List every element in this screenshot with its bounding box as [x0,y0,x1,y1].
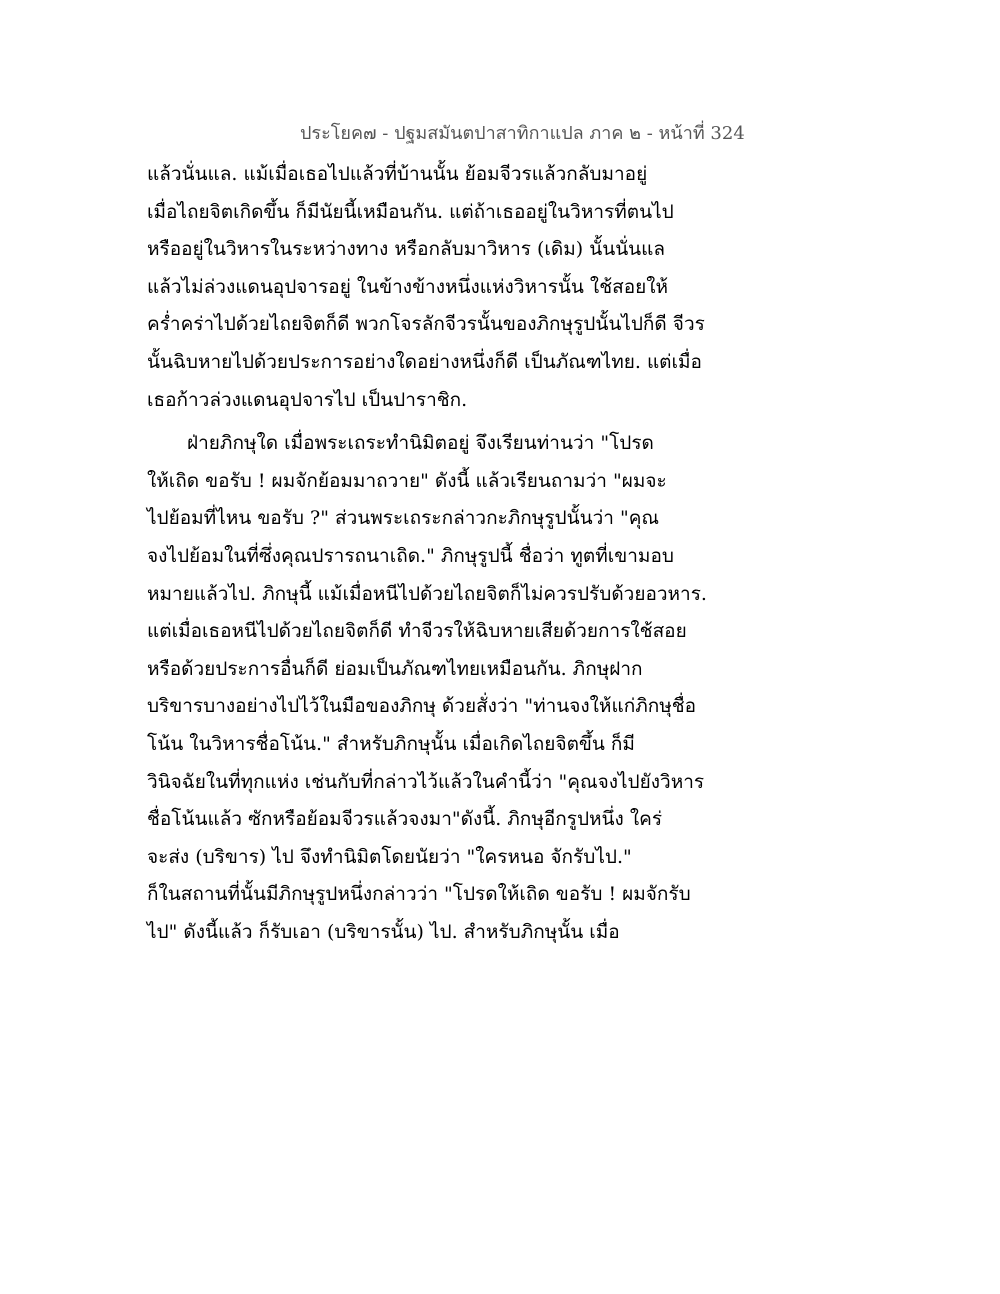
text-line: วินิจฉัยในที่ทุกแห่ง เช่นกับที่กล่าวไว้แล้วในคำนี้ว่า "คุณจงไปยังวิหาร [147,770,705,793]
text-line: คร่ำคร่าไปด้วยไถยจิตก็ดี พวกโจรลักจีวรนั้นของภิกษุรูปนั้นไปก็ดี จีวร [147,313,705,336]
text-line: เมื่อไถยจิตเกิดขึ้น ก็มีนัยนี้เหมือนกัน. แต่ถ้าเธออยู่ในวิหารที่ตนไป [147,200,674,223]
text-line: ไปย้อมที่ไหน ขอรับ ?" ส่วนพระเถระกล่าวกะภิกษุรูปนั้นว่า "คุณ [147,507,660,530]
text-line: เธอก้าวล่วงแดนอุปจารไป เป็นปาราชิก. [147,388,468,411]
paragraph-2 [147,425,707,951]
body-text [147,156,707,951]
text-line: หมายแล้วไป. ภิกษุนี้ แม้เมื่อหนีไปด้วยไถยจิตก็ไม่ควรปรับด้วยอวหาร. [147,582,707,605]
text-line: บริขารบางอย่างไปไว้ในมือของภิกษุ ด้วยสั่งว่า "ท่านจงให้แก่ภิกษุชื่อ [147,695,697,718]
paragraph-1 [147,156,707,419]
text-line: แล้วไม่ล่วงแดนอุปจารอยู่ ในข้างข้างหนึ่งแห่งวิหารนั้น ใช้สอยให้ [147,275,669,298]
text-line: จงไปย้อมในที่ซึ่งคุณปรารถนาเถิด." ภิกษุรูปนี้ ชื่อว่า ทูตที่เขามอบ [147,544,674,567]
text-line: หรือด้วยประการอื่นก็ดี ย่อมเป็นภัณฑไทยเหมือนกัน. ภิกษุฝาก [147,657,643,680]
text-line: แล้วนั่นแล. แม้เมื่อเธอไปแล้วที่บ้านนั้น ย้อมจีวรแล้วกลับมาอยู่ [147,163,648,185]
text-line: หรืออยู่ในวิหารในระหว่างทาง หรือกลับมาวิหาร (เดิม) นั้นนั่นแล [147,238,666,261]
text-line: นั้นฉิบหายไปด้วยประการอย่างใดอย่างหนึ่งก็ดี เป็นภัณฑไทย. แต่เมื่อ [147,350,702,373]
text-line: ก็ในสถานที่นั้นมีภิกษุรูปหนึ่งกล่าวว่า "โปรดให้เถิด ขอรับ ! ผมจักรับ [147,883,691,906]
text-line: แต่เมื่อเธอหนีไปด้วยไถยจิตก็ดี ทำจีวรให้ฉิบหายเสียด้วยการใช้สอย [147,620,687,643]
text-line: ชื่อโน้นแล้ว ซักหรือย้อมจีวรแล้วจงมา"ดังนี้. ภิกษุอีกรูปหนึ่ง ใคร่ [147,808,663,831]
running-header: ประโยค๗ - ปฐมสมันตปาสาทิกาแปล ภาค ๒ - หน้าที่ 324 [300,123,745,144]
text-line: ไป" ดังนี้แล้ว ก็รับเอา (บริขารนั้น) ไป. สำหรับภิกษุนั้น เมื่อ [147,920,620,943]
text-line: โน้น ในวิหารชื่อโน้น." สำหรับภิกษุนั้น เมื่อเกิดไถยจิตขึ้น ก็มี [147,732,635,755]
text-line: ให้เถิด ขอรับ ! ผมจักย้อมมาถวาย" ดังนี้ แล้วเรียนถามว่า "ผมจะ [147,469,667,492]
text-line-first: ฝ่ายภิกษุใด เมื่อพระเถระทำนิมิตอยู่ จึงเรียนท่านว่า "โปรด [187,432,654,455]
text-line: จะส่ง (บริขาร) ไป จึงทำนิมิตโดยนัยว่า "ใครหนอ จักรับไป." [147,845,632,868]
